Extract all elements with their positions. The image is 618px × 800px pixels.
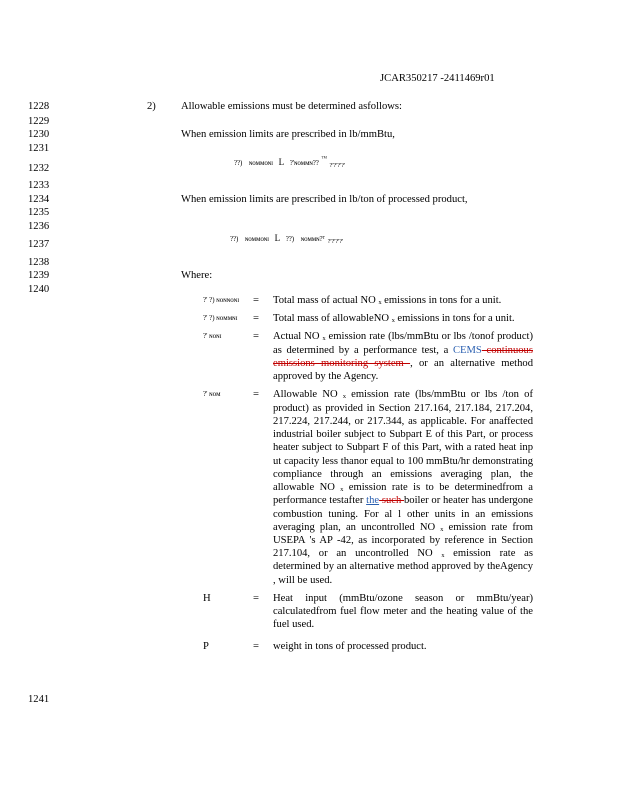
formula-part: ɴᴏᴍᴍɴ?ᵀ [300, 235, 325, 243]
formula-part: ??) [285, 235, 295, 243]
equals-sign: = [253, 331, 259, 343]
definition-text-part: boiler or heater has undergone combustion tuning. For al l other units in an emissions averaging plan, an uncontrolled NO ₓ emission rate from USEPA 's AP -42, as incorporated by reference in Section 217.104, or an uncontrolled NO ₓ emission rate as determined by an alternative method approved by theAgency , will be used. [273, 495, 533, 586]
where-label: Where: [181, 270, 213, 281]
equals-sign: = [253, 640, 259, 652]
equals-sign: = [253, 592, 259, 604]
formula-subscript: ?'?'?'?' [327, 238, 344, 245]
definition-symbol: H [203, 592, 211, 604]
line-number: 1238 [28, 257, 50, 268]
definition-text: Total mass of allowableNO ₓ emissions in tons for a unit. [273, 313, 515, 325]
definition-text: Total mass of actual NO ₓ emissions in tons for a unit. [273, 295, 502, 306]
formula-mmbtu [234, 156, 345, 169]
formula-part: ??) [230, 235, 239, 243]
definition-text: weight in tons of processed product. [273, 640, 427, 652]
formula-part: ?'ɴᴏᴍᴍɴ?? [289, 159, 319, 167]
line-number: 1232 [28, 163, 50, 174]
line-number: 1239 [28, 270, 50, 281]
definitions-list [203, 294, 533, 658]
definition-text-part: , or an alternative method approved by the Agency. [273, 357, 534, 383]
inserted-text: CEMS [452, 344, 482, 356]
document-header: JCAR350217 -2411469r01 [380, 73, 495, 84]
definition-row [203, 312, 533, 325]
line-number: 1230 [28, 129, 50, 140]
definition-symbol: ?' ?) ɴᴏᴍᴍɴɪ [203, 314, 238, 323]
definition-row [203, 592, 533, 632]
formula-operator: L [278, 157, 285, 167]
deleted-text: continuous emissions monitoring system [273, 344, 533, 369]
formula-part: ɴᴏᴍᴍᴏɴɪ [244, 235, 269, 243]
line-number: 1229 [28, 116, 50, 127]
definition-text [273, 388, 533, 587]
equals-sign: = [253, 389, 259, 401]
formula-operator: L [274, 233, 281, 243]
deleted-text: such [379, 495, 404, 507]
line-number: 1235 [28, 207, 50, 218]
definition-row [203, 330, 533, 383]
line-number: 1236 [28, 221, 50, 232]
ton-condition: When emission limits are prescribed in lb/ton of processed product, [181, 194, 468, 205]
equals-sign: = [253, 313, 259, 325]
definition-row [203, 294, 533, 307]
line-number: 1228 [28, 101, 50, 112]
definition-symbol: ?' ?) ɴᴏɴɴᴏɴɪ [203, 296, 240, 304]
item-number: 2) [147, 101, 156, 112]
formula-part: ??) [234, 159, 243, 167]
line-number: 1234 [28, 194, 50, 205]
mmbtu-condition: When emission limits are prescribed in lb/mmBtu, [181, 129, 395, 140]
item-text: Allowable emissions must be determined asfollows: [181, 101, 402, 112]
line-number: 1233 [28, 180, 50, 191]
definition-text-part: Allowable NO ₓ emission rate (lbs/mmBtu or lbs /ton of product) as provided in Section 217.164, 217.184, 217.204, 217.224, 217.244, or 217.344, as applicable. For anaffected industrial boiler subject to Subpart E of this Part, or process heater subject to Subpart F of this Part, with a rated heat inp ut capacity less thanor equal to 100 mmBtu/hr demonstrating compliance through an emissions averaging plan, the allowable NO ₓ emission rate is to be determinedfrom a performance testafter [273, 389, 533, 507]
definition-text-part: Actual NO ₓ emission rate (lbs/mmBtu or lbs /tonof product) as determined by a performance test, a [273, 331, 533, 356]
line-number: 1237 [28, 239, 50, 250]
definition-text: Heat input (mmBtu/ozone season or mmBtu/year) calculatedfrom fuel flow meter and the heating value of the fuel used. [273, 592, 533, 631]
equals-sign: = [253, 295, 259, 306]
formula-subscript: ?'?'?'?' [329, 162, 345, 169]
definition-row [203, 640, 533, 653]
inserted-text: the [366, 495, 380, 507]
definition-text [273, 330, 533, 383]
definition-symbol: P [203, 640, 209, 652]
formula-ton [230, 232, 343, 245]
definition-symbol: ?' ɴᴏɴɪ [203, 332, 222, 341]
definition-row [203, 388, 533, 587]
line-number: 1240 [28, 284, 50, 295]
formula-part: ɴᴏᴍᴍᴏɴɪ [248, 159, 273, 167]
formula-superscript: ᵀᴹ [321, 156, 327, 162]
line-number: 1241 [28, 694, 50, 705]
line-number: 1231 [28, 143, 50, 154]
definition-symbol: ?' ɴᴏᴍ [203, 390, 221, 399]
